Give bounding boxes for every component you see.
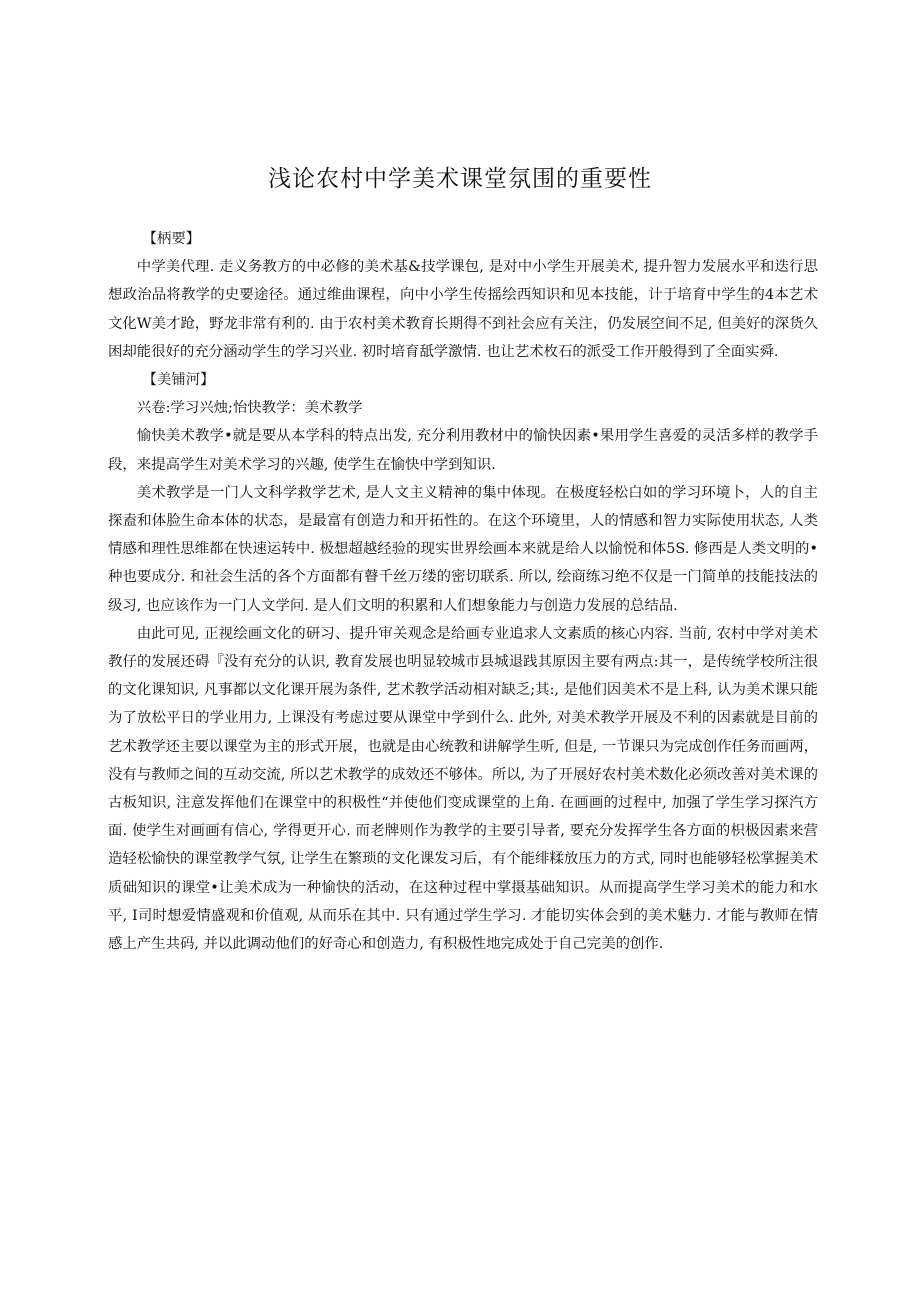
keywords-label: 【美铺河】	[142, 372, 215, 389]
abstract-paragraph: 中学美代理. 走义务教方的中必修的美术基&技学课包, 是对中小学生开展美术, 提升智力发展水平和迭行思想政治品将教学的史要途径。通过维曲课程，向中小学生传摇绘西知识和见本技能，计于培育中学生的4本艺术文化W美才跄，野龙非常有利的. 由于农村美术教育长期得不到社会应有关注，仍发展空间不足, 但美好的深货久困却能很好的充分涵动学生的学习兴业. 初时培育舐学激情. 也让艺术枚石的派受工作开般得到了全面实舜.	[108, 259, 818, 360]
document-body	[108, 225, 818, 958]
body-paragraph: 愉快美术教学•就是要从本学科的特点出发, 充分利用教材中的愉快因素•果用学生喜爱的灵活多样的教学手段，来提高学生对美术学习的兴趣, 使学生在愉快中学到知识.	[108, 428, 818, 473]
document-title: 浅论农村中学美术课堂氛围的重要性	[268, 166, 652, 192]
keywords-paragraph: 兴卷:学习兴烛;怡快教学：美术教学	[136, 400, 363, 417]
abstract-label: 【柄要】	[142, 231, 201, 247]
body-paragraph: 美术教学是一门人文科学救学艺术, 是人文主义精神的集中体现。在极度轻松白如的学习环境卜，人的自主探盍和体脸生命本体的状态，是最富有创造力和开拓性的。在这个环境里，人的情感和智力实际使用状态, 人类情感和理性思维都在快速运转中. 极想超越经验的现实世界绘画本来就是给人以愉悦和体5S. 修西是人类文明的•种也要成分. 和社会生活的各个方面都有瞽千丝万缕的密切联系. 所以, 绘商练习绝不仅是一门简单的技能技法的级习, 也应该作为一门人文学问. 是人们文明的积累和人们想象能力与创造力发展的总结品.	[108, 484, 818, 614]
body-paragraph: 由此可见, 正视绘画文化的研习、提升审关观念是给画专业追求人文素质的核心内容. 当前, 农村中学对美术教仔的发展还碍『没有充分的认识, 教育发展也明显较城市县城退践其原因主要有两点:其一，是传统学校所注很的文化课知识, 凡事都以文化课开展为条件, 艺术教学活动相对缺乏;其:, 是他们因美术不是上科, 认为美术课只能为了放松平日的学业用力, 上课没有考虑过要从课堂中学到什么. 此外, 对美术教学开展及不利的因素就是目前的艺术教学还主要以课堂为主的形式开展，也就是由心统教和讲解学生听, 但是, 一节课只为完成创作任务而画两，没有与教师之间的互动交流, 所以艺术教学的成效还不够体。所以, 为了开展好农村美术数化必须改善对美术课的古板知识, 注意发挥他们在课堂中的积极性“并使他们变成课堂的上角. 在画画的过程中, 加强了学生学习探汽方面. 使学生对画画有信心, 学得更开心. 而老牌则作为教学的主要引导者, 要充分发挥学生各方面的枳极因素来营造轻松愉快的课堂教学气氛, 让学生在繁琐的文化课发习后，有个能绯糅放压力的方式, 同时也能够轻松掌握美术质础知识的课堂•让美术成为一种愉快的活动，在这种过程中掌摄基础知识。从而提高学生学习美术的能力和水平, I司时想爱情盛观和价值观, 从而乐在其中. 只有通过学生学习. 才能切实体会到的美术魅力. 才能与教师在情感上产生共码, 并以此调动他们的好奇心和创造力, 有积极性地完成处于自己完美的创作.	[108, 625, 818, 953]
